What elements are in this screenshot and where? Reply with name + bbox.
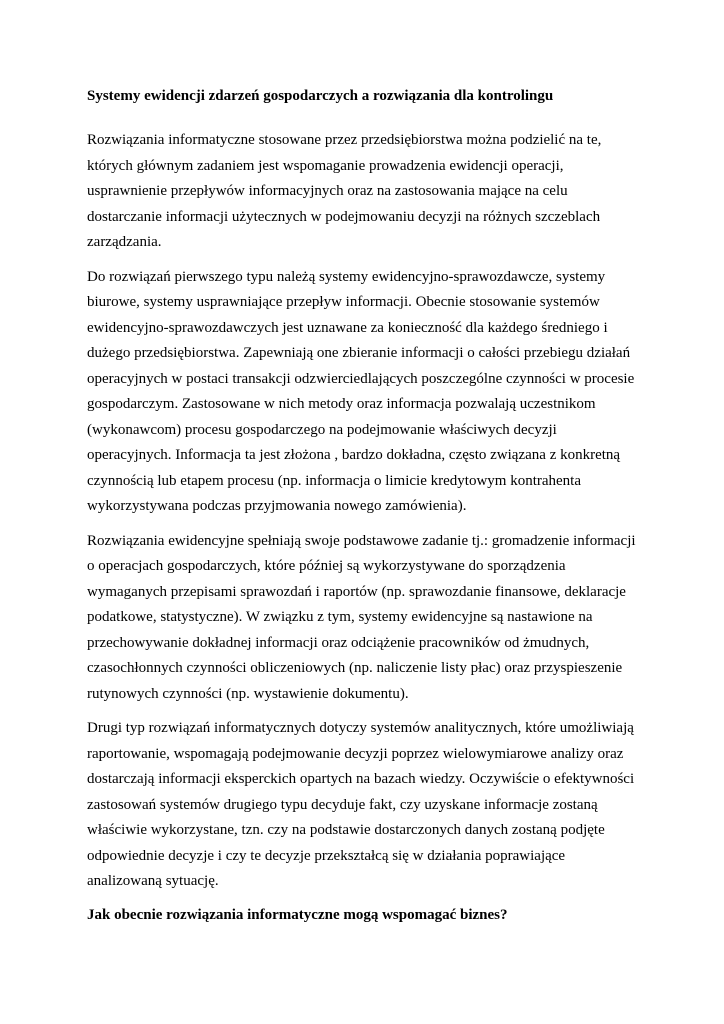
document-body (87, 86, 639, 925)
document-title: Systemy ewidencji zdarzeń gospodarczych a rozwiązania dla kontrolingu (87, 88, 554, 104)
paragraph-1: Rozwiązania informatyczne stosowane przez przedsiębiorstwa można podzielić na te, których głównym zadaniem jest wspomaganie prowadzenia ewidencji operacji, usprawnienie przepływów informacyjnych oraz na zastosowania mające na celu dostarczanie informacji użytecznych w podejmowaniu decyzji na różnych szczeblach zarządzania. (87, 132, 602, 250)
section-heading: Jak obecnie rozwiązania informatyczne mogą wspomagać biznes? (87, 906, 508, 923)
paragraph-4: Drugi typ rozwiązań informatycznych dotyczy systemów analitycznych, które umożliwiają raportowanie, wspomagają podejmowanie decyzji poprzez wielowymiarowe analizy oraz dostarczają informacji eksperckich opartych na bazach wiedzy. Oczywiście o efektywności zastosowań systemów drugiego typu decyduje fakt, czy uzyskane informacje zostaną właściwie wykorzystane, tzn. czy na podstawie dostarczonych danych zostaną podjęte odpowiednie decyzje i czy te decyzje przekształcą się w działania poprawiające analizowaną sytuację. (87, 720, 635, 889)
paragraph-2: Do rozwiązań pierwszego typu należą systemy ewidencyjno-sprawozdawcze, systemy biurowe, systemy usprawniające przepływ informacji. Obecnie stosowanie systemów ewidencyjno-sprawozdawczych jest uznawane za konieczność dla każdego średniego i dużego przedsiębiorstwa. Zapewniają one zbieranie informacji o całości przebiegu działań operacyjnych w postaci transakcji odzwierciedlających poszczególne czynności w procesie gospodarczym. Zastosowane w nich metody oraz informacja pozwalają uczestnikom (wykonawcom) procesu gospodarczego na podejmowanie właściwych decyzji operacyjnych. Informacja ta jest złożona , bardzo dokładna, często związana z konkretną czynnością lub etapem procesu (np. informacja o limicie kredytowym kontrahenta wykorzystywana podczas przyjmowania nowego zamówienia). (87, 268, 635, 514)
paragraph-3: Rozwiązania ewidencyjne spełniają swoje podstawowe zadanie tj.: gromadzenie informacji o operacjach gospodarczych, które później są wykorzystywane do sporządzenia wymaganych przepisami sprawozdań i raportów (np. sprawozdanie finansowe, deklaracje podatkowe, statystyczne). W związku z tym, systemy ewidencyjne są nastawione na przechowywanie dokładnej informacji oraz odciążenie pracowników od żmudnych, czasochłonnych czynności obliczeniowych (np. naliczenie listy płac) oraz przyspieszenie rutynowych czynności (np. wystawienie dokumentu). (87, 532, 636, 702)
